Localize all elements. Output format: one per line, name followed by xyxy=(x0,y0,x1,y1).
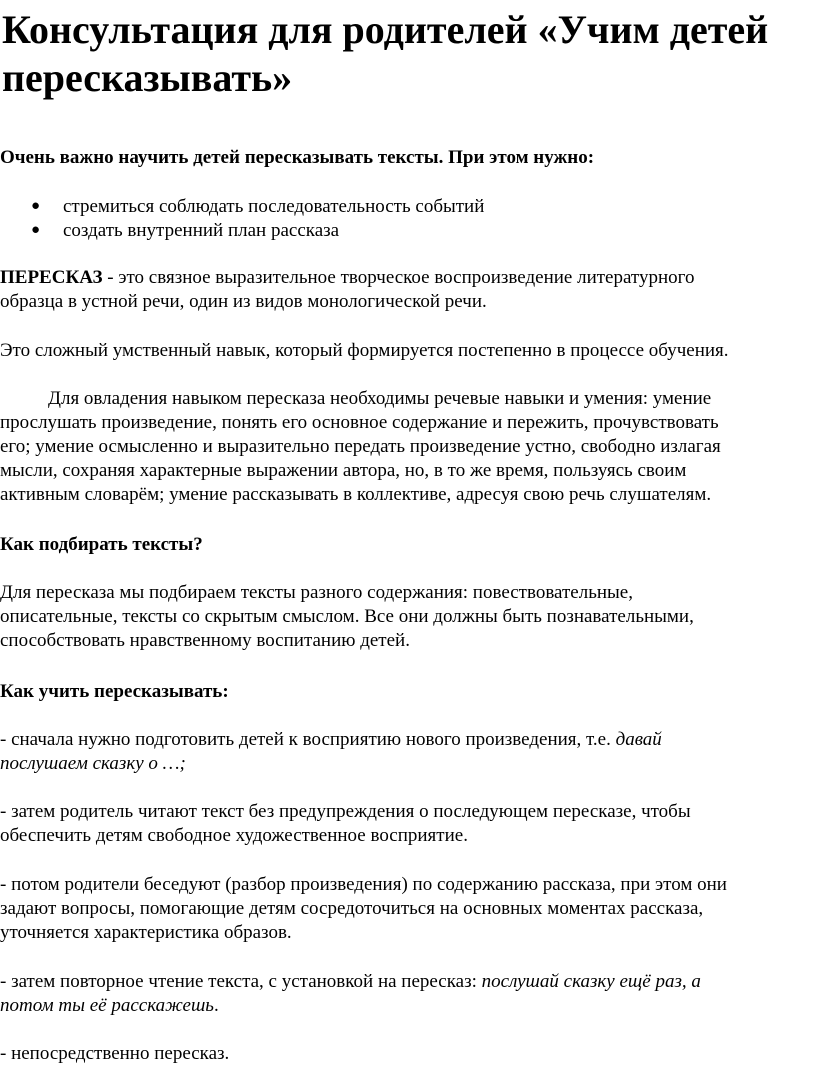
step-4-line-2 xyxy=(0,994,219,1017)
skills-paragraph-line-5: активным словарём; умение рассказывать в коллективе, адресуя свою речь слушателям. xyxy=(0,484,712,505)
skills-paragraph-line-3: его; умение осмысленно и выразительно передать произведение устно, свободно излагая xyxy=(0,436,721,457)
definition-line-1 xyxy=(0,266,694,289)
definition-term: ПЕРЕСКАЗ xyxy=(0,267,103,288)
step-4-italic-start: послушай сказку ещё раз, а xyxy=(481,971,701,992)
step-4-period: . xyxy=(213,995,219,1016)
step-4-line-1 xyxy=(0,970,701,993)
skills-paragraph-line-1: Для овладения навыком пересказа необходимы речевые навыки и умения: умение xyxy=(48,388,712,409)
step-1-line-2: послушаем сказку о …; xyxy=(0,753,186,774)
step-4-text: - затем повторное чтение текста, с установкой на пересказ: xyxy=(0,971,482,992)
document-title-line-1: Консультация для родителей «Учим детей xyxy=(2,7,769,52)
bullet-icon: ● xyxy=(31,222,41,238)
definition-text: - это связное выразительное творческое воспроизведение литературного xyxy=(102,267,695,288)
texts-paragraph-line-2: описательные, тексты со скрытым смыслом. Все они должны быть познавательными, xyxy=(0,606,694,627)
step-1-italic-start: давай xyxy=(615,729,662,750)
bullet-icon: ● xyxy=(31,198,41,214)
step-1-line-1 xyxy=(0,728,662,751)
texts-paragraph-line-1: Для пересказа мы подбираем тексты разного содержания: повествовательные, xyxy=(0,582,633,603)
step-4-italic-end: потом ты её расскажешь xyxy=(0,995,214,1016)
step-3-line-1: - потом родители беседуют (разбор произведения) по содержанию рассказа, при этом они xyxy=(0,874,727,895)
step-1-text: - сначала нужно подготовить детей к восприятию нового произведения, т.е. xyxy=(0,729,616,750)
skills-paragraph-line-4: мысли, сохраняя характерные выражении автора, но, в то же время, пользуясь своим xyxy=(0,460,687,481)
skills-paragraph-line-2: прослушать произведение, понять его основное содержание и пережить, прочувствовать xyxy=(0,412,719,433)
intro-sentence: Очень важно научить детей пересказывать тексты. При этом нужно: xyxy=(0,147,595,168)
heading-how-to-teach: Как учить пересказывать: xyxy=(0,681,229,702)
bullet-item-2: создать внутренний план рассказа xyxy=(63,220,340,241)
document-title-line-2: пересказывать» xyxy=(2,55,293,100)
definition-line-2: образца в устной речи, один из видов монологической речи. xyxy=(0,291,487,312)
step-3-line-3: уточняется характеристика образов. xyxy=(0,922,292,943)
step-2-line-2: обеспечить детям свободное художественное восприятие. xyxy=(0,825,468,846)
skill-sentence: Это сложный умственный навык, который формируется постепенно в процессе обучения. xyxy=(0,340,729,361)
heading-choose-texts: Как подбирать тексты? xyxy=(0,534,203,555)
bullet-item-1: стремиться соблюдать последовательность событий xyxy=(63,196,485,217)
step-2-line-1: - затем родитель читают текст без предупреждения о последующем пересказе, чтобы xyxy=(0,801,691,822)
texts-paragraph-line-3: способствовать нравственному воспитанию детей. xyxy=(0,630,410,651)
step-5-line-1: - непосредственно пересказ. xyxy=(0,1043,230,1064)
step-3-line-2: задают вопросы, помогающие детям сосредоточиться на основных моментах рассказа, xyxy=(0,898,704,919)
